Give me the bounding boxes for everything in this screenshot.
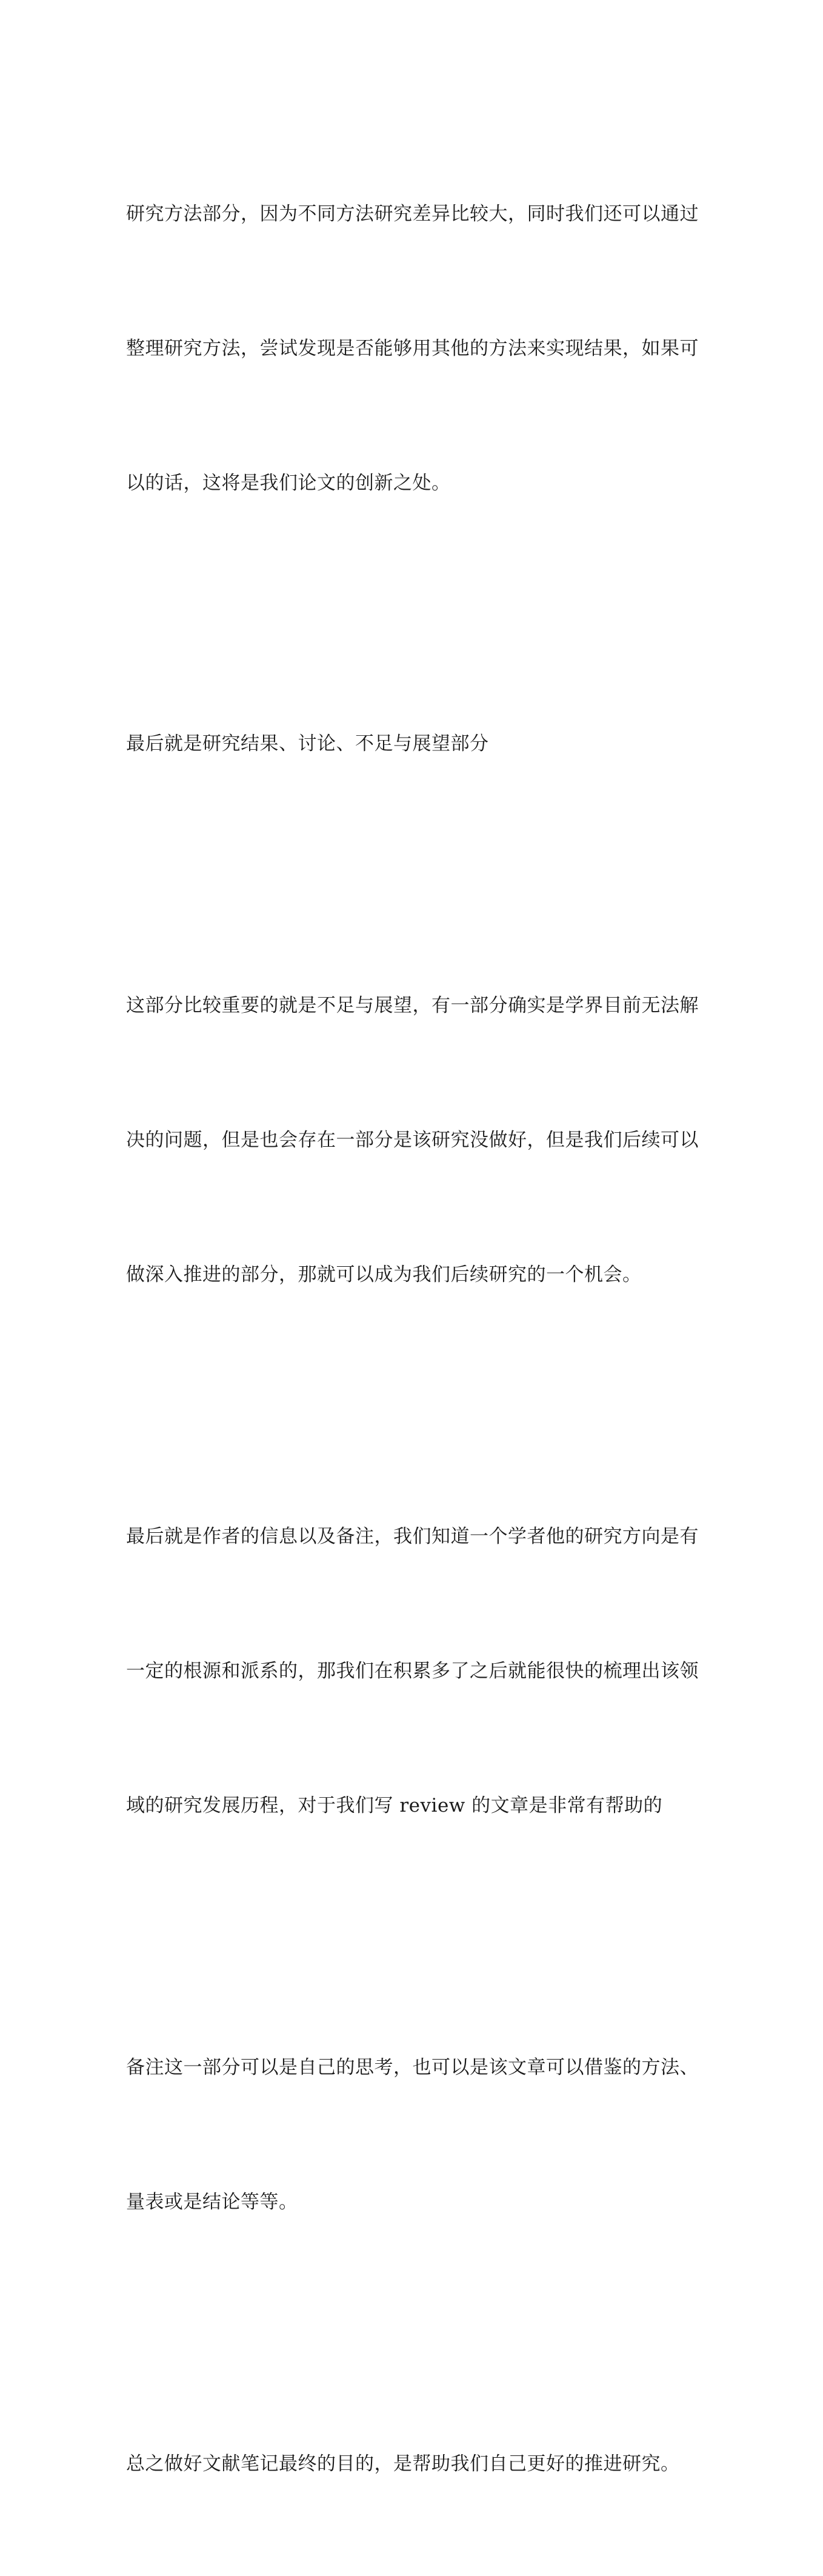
- paragraph-author-info: [126, 1424, 708, 1918]
- paragraph-line: 量表或是结论等等。: [126, 2191, 298, 2213]
- paragraph-conclusion: [126, 2352, 708, 2576]
- paragraph-notes: [126, 1955, 708, 2314]
- paragraph-line: 研究方法部分，因为不同方法研究差异比较大，同时我们还可以通过: [126, 203, 699, 225]
- paragraph-line: 整理研究方法，尝试发现是否能够用其他的方法来实现结果，如果可: [126, 338, 699, 359]
- paragraph-line: 做深入推进的部分，那就可以成为我们后续研究的一个机会。: [126, 1264, 642, 1286]
- paragraph-line: 总之做好文献笔记最终的目的，是帮助我们自己更好的推进研究。: [126, 2453, 680, 2475]
- paragraph-line: 一定的根源和派系的，那我们在积累多了之后就能很快的梳理出该领: [126, 1660, 699, 1682]
- paragraph-research-methods: [126, 102, 708, 595]
- paragraph-results-heading: [126, 632, 708, 856]
- paragraph-limitations: [126, 893, 708, 1387]
- document-body: [126, 102, 708, 2576]
- paragraph-line: 备注这一部分可以是自己的思考，也可以是该文章可以借鉴的方法、: [126, 2057, 699, 2078]
- paragraph-line: 决的问题，但是也会存在一部分是该研究没做好，但是我们后续可以: [126, 1129, 699, 1151]
- paragraph-line: 这部分比较重要的就是不足与展望，有一部分确实是学界目前无法解: [126, 995, 699, 1016]
- paragraph-line: 最后就是研究结果、讨论、不足与展望部分: [126, 733, 489, 755]
- paragraph-line: 以的话，这将是我们论文的创新之处。: [126, 472, 451, 494]
- paragraph-line: 最后就是作者的信息以及备注，我们知道一个学者他的研究方向是有: [126, 1526, 699, 1547]
- paragraph-line: 域的研究发展历程，对于我们写 review 的文章是非常有帮助的: [126, 1795, 663, 1817]
